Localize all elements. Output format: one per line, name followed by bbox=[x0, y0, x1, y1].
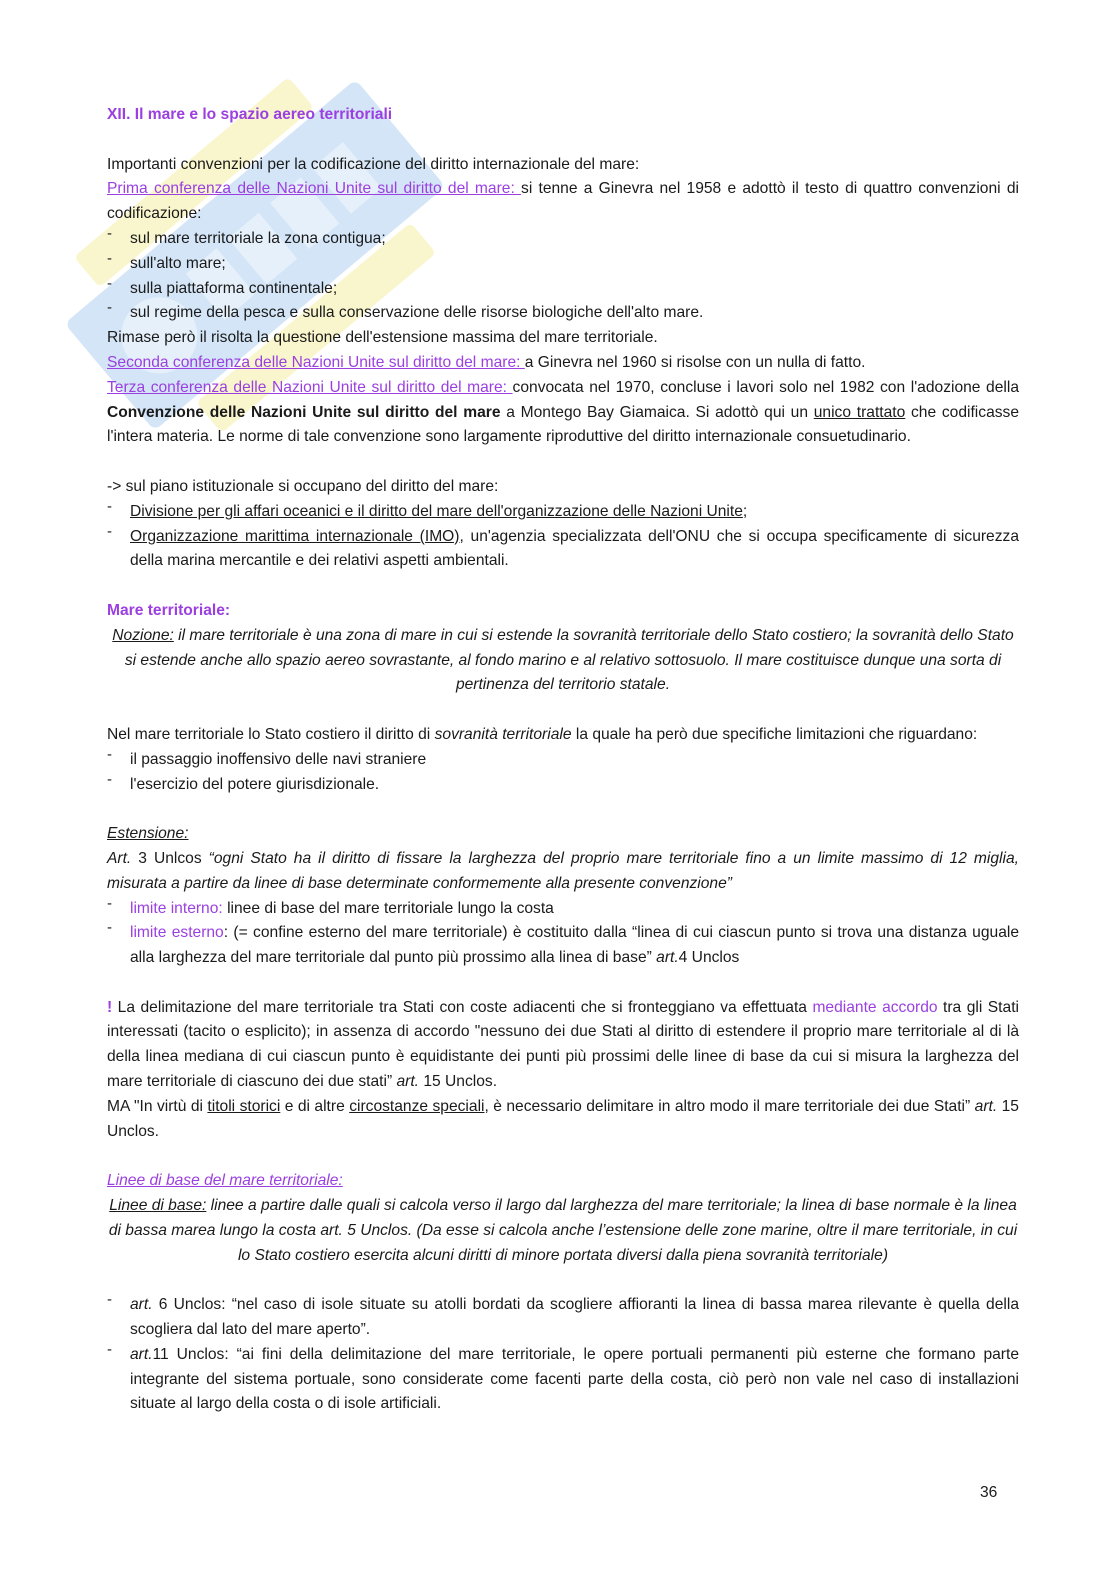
list-item: - limite esterno: (= confine esterno del mare territoriale) è costituito dalla “linea di cui ciascun punto si trova una distanza uguale alla larghezza del mare territoriale dal punto più prossimo alla linea di base” art.4 Unclos bbox=[107, 921, 1019, 971]
art3-quote: Art. 3 Unlcos “ogni Stato ha il diritto di fissare la larghezza del proprio mare territoriale fino a un limite massimo di 12 miglia, misurata a partire da linee di base determinate conformemente alla presente convenzione” bbox=[107, 849, 1019, 892]
conference-3: Terza conferenza delle Nazioni Unite sul diritto del mare: convocata nel 1970, concluse i lavori solo nel 1982 con l'adozione della Convenzione delle Nazioni Unite sul diritto del mare a Montego Bay Giamaica. Si adottò qui un unico trattato che codificasse l'intera materia. Le norme di tale convenzione sono largamente riproduttive del diritto internazionale consuetudinario. bbox=[107, 378, 1020, 446]
conference-1-link[interactable]: Prima conferenza delle Nazioni Unite sul diritto del mare: bbox=[107, 180, 522, 198]
list-item: - sul mare territoriale la zona contigua; bbox=[107, 227, 1019, 252]
list-item: - l'esercizio del potere giurisdizionale. bbox=[107, 773, 1019, 798]
list-item: - Organizzazione marittima internazionale (IMO), un'agenzia specializzata dell'ONU che si occupa specificamente di sicurezza della marina mercantile e dei relativi aspetti ambientali. bbox=[107, 525, 1019, 575]
page-number: 36 bbox=[980, 1484, 998, 1501]
list-item: - art. 6 Unclos: “nel caso di isole situate su atolli bordati da scogliere affioranti la linea di bassa marea rilevante è quella della scogliera dal lato del mare aperto”. bbox=[107, 1293, 1019, 1343]
section-title: XII. Il mare e lo spazio aereo territoriali bbox=[107, 106, 393, 123]
delimitazione-paragraph: ! La delimitazione del mare territoriale tra Stati con coste adiacenti che si fronteggiano va effettuata mediante accordo tra gli Stati interessati (tacito o esplicito); in assenza di accordo "nessuno dei due Stati al diritto di estendere il proprio mare territoriale al di là della linea mediana di cui ciascun punto è equidistante dei punti più prossimi delle linee di base da cui si misura la larghezza del mare territoriale di ciascuno dei due stati” art. 15 Unclos. bbox=[107, 998, 1019, 1091]
nozione-label: Nozione: bbox=[112, 626, 174, 644]
limits-list bbox=[107, 748, 1019, 798]
estensione-label: Estensione: bbox=[107, 825, 189, 843]
unclos-title: Convenzione delle Nazioni Unite sul diritto del mare bbox=[107, 403, 501, 421]
institutions-lead: -> sul piano istituzionale si occupano del diritto del mare: bbox=[107, 477, 499, 495]
mare-territoriale-heading: Mare territoriale: bbox=[107, 601, 231, 619]
conference-2: Seconda conferenza delle Nazioni Unite sul diritto del mare: a Ginevra nel 1960 si risolse con un nulla di fatto. bbox=[107, 353, 866, 371]
limits-definition-list bbox=[107, 897, 1019, 971]
articles-list bbox=[107, 1293, 1019, 1417]
unresolved-note: Rimase però il risolta la questione dell'estensione massima del mare territoriale. bbox=[107, 329, 658, 347]
list-item: - Divisione per gli affari oceanici e il diritto del mare dell'organizzazione delle Nazioni Unite; bbox=[107, 500, 1019, 525]
intro-lead: Importanti convenzioni per la codificazione del diritto internazionale del mare: bbox=[107, 155, 640, 173]
institutions-list bbox=[107, 500, 1019, 574]
conference-1: Prima conferenza delle Nazioni Unite sul diritto del mare: si tenne a Ginevra nel 1958 e adottò il testo di quattro convenzioni di codificazione: bbox=[107, 180, 1019, 223]
list-item: - il passaggio inoffensivo delle navi straniere bbox=[107, 748, 1019, 773]
conference-3-link[interactable]: Terza conferenza delle Nazioni Unite sul diritto del mare: bbox=[107, 378, 513, 396]
unico-trattato: unico trattato bbox=[813, 403, 906, 421]
list-item: - sul regime della pesca e sulla conservazione delle risorse biologiche dell'alto mare. bbox=[107, 301, 1019, 326]
linee-base-heading[interactable]: Linee di base del mare territoriale: bbox=[107, 1172, 343, 1190]
conventions-list bbox=[107, 227, 1019, 326]
list-item: - art.11 Unclos: “ai fini della delimitazione del mare territoriale, le opere portuali permanenti più esterne che formano parte integrante del sistema portuale, sono considerate come facenti parte della costa, ciò però non vale nel caso di installazioni situate al largo della costa o di isole artificiali. bbox=[107, 1343, 1019, 1417]
sovranita-paragraph: Nel mare territoriale lo Stato costiero il diritto di sovranità territoriale la quale ha però due specifiche limitazioni che riguardano: bbox=[107, 725, 978, 743]
list-item: - limite interno: linee di base del mare territoriale lungo la costa bbox=[107, 897, 1019, 922]
document-page bbox=[107, 103, 1019, 1417]
exclamation-mark: ! bbox=[107, 998, 113, 1016]
list-item: - sull'alto mare; bbox=[107, 252, 1019, 277]
conference-2-link[interactable]: Seconda conferenza delle Nazioni Unite sul diritto del mare: bbox=[107, 353, 525, 371]
list-item: - sulla piattaforma continentale; bbox=[107, 277, 1019, 302]
nozione-definition: Nozione: il mare territoriale è una zona di mare in cui si estende la sovranità territoriale dello Stato costiero; la sovranità dello Stato si estende anche allo spazio aereo sovrastante, al fondo marino e al relativo sottosuolo. Il mare costituisce dunque una sorta di pertinenza del territorio statale. bbox=[112, 626, 1014, 694]
linee-base-definition: Linee di base: linee a partire dalle quali si calcola verso il largo dal larghezza del mare territoriale; la linea di base normale è la linea di bassa marea lungo la costa art. 5 Unclos. (Da esse si calcola anche l’estensione delle zone marine, oltre il mare territoriale, in cui lo Stato costiero esercita alcuni diritti di minore portata diversi dalla piena sovranità territoriale) bbox=[108, 1197, 1018, 1264]
ma-paragraph: MA "In virtù di titoli storici e di altre circostanze speciali, è necessario delimitare in altro modo il mare territoriale dei due Stati” art. 15 Unclos. bbox=[107, 1097, 1019, 1140]
